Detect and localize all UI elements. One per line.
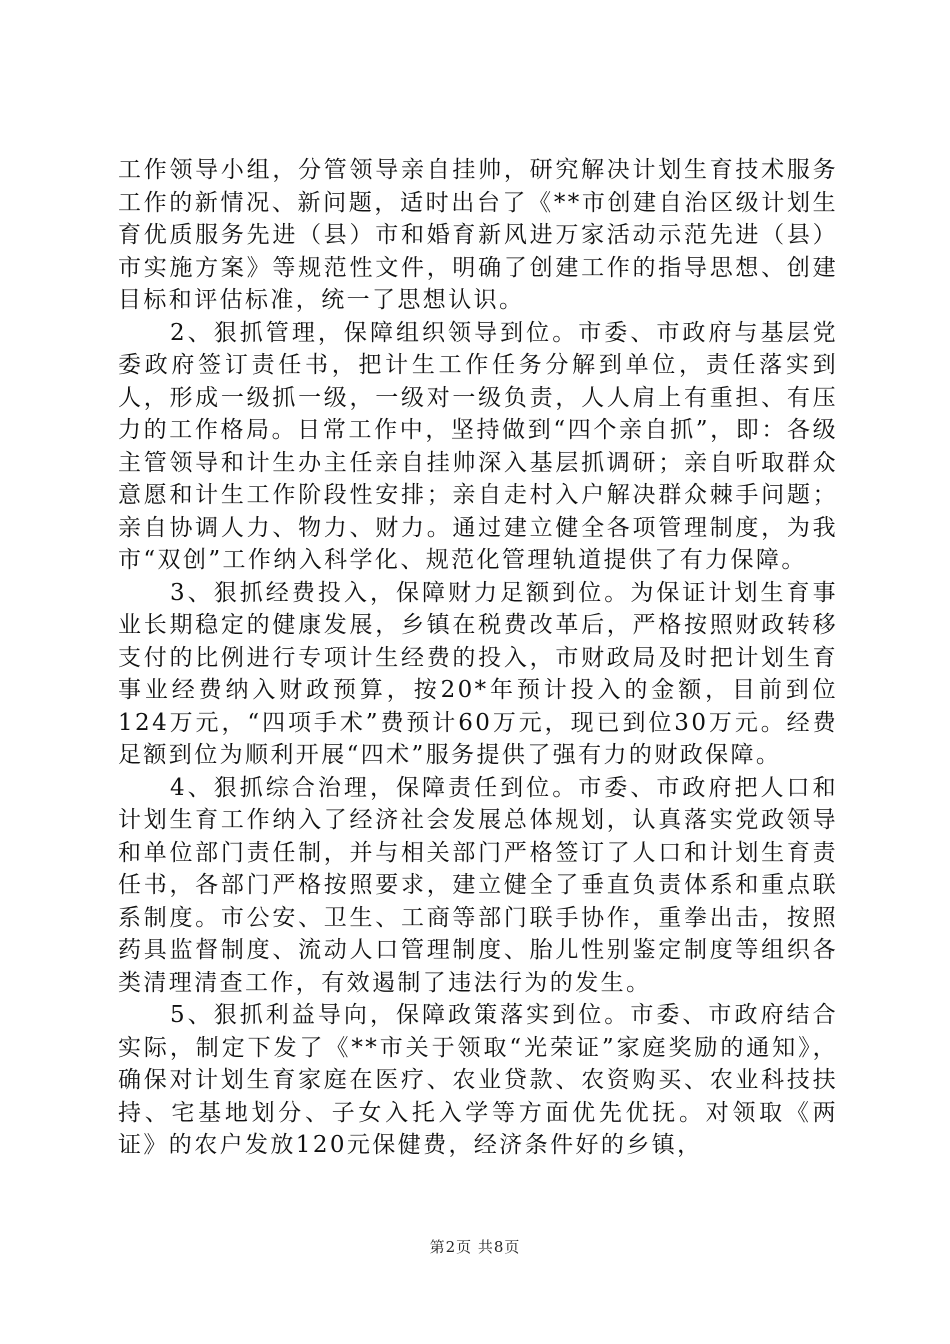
paragraph-5: 5、狠抓利益导向，保障政策落实到位。市委、市政府结合实际，制定下发了《**市关于领取“光荣证”家庭奖励的通知》，确保对计划生育家庭在医疗、农业贷款、农资购买、农业科技扶持、宅基地划分、子女入托入学等方面优先优抚。对领取《两证》的农户发放120元保健费，经济条件好的乡镇， [118,1002,838,1158]
paragraph-1: 工作领导小组，分管领导亲自挂帅，研究解决计划生育技术服务工作的新情况、新问题，适时出台了《**市创建自治区级计划生育优质服务先进（县）市和婚育新风进万家活动示范先进（县）市实施方案》等规范性文件，明确了创建工作的指导思想、创建目标和评估标准，统一了思想认识。 [118,157,838,313]
paragraph-4: 4、狠抓综合治理，保障责任到位。市委、市政府把人口和计划生育工作纳入了经济社会发展总体规划，认真落实党政领导和单位部门责任制，并与相关部门严格签订了人口和计划生育责任书，各部门严格按照要求，建立健全了垂直负责体系和重点联系制度。市公安、卫生、工商等部门联手协作，重拳出击，按照药具监督制度、流动人口管理制度、胎儿性别鉴定制度等组织各类清理清查工作，有效遏制了违法行为的发生。 [118,774,838,996]
paragraph-3: 3、狠抓经费投入，保障财力足额到位。为保证计划生育事业长期稳定的健康发展，乡镇在税费改革后，严格按照财政转移支付的比例进行专项计生经费的投入，市财政局及时把计划生育事业经费纳入财政预算，按20*年预计投入的金额，目前到位124万元，“四项手术”费预计60万元，现已到位30万元。经费足额到位为顺利开展“四术”服务提供了强有力的财政保障。 [118,579,838,768]
page-footer: 第2页 共8页 [429,1238,521,1256]
document-body [118,154,838,1162]
paragraph-2: 2、狠抓管理，保障组织领导到位。市委、市政府与基层党委政府签订责任书，把计生工作任务分解到单位，责任落实到人，形成一级抓一级，一级对一级负责，人人肩上有重担、有压力的工作格局。日常工作中，坚持做到“四个亲自抓”，即：各级主管领导和计生办主任亲自挂帅深入基层抓调研；亲自听取群众意愿和计生工作阶段性安排；亲自走村入户解决群众棘手问题；亲自协调人力、物力、财力。通过建立健全各项管理制度，为我市“双创”工作纳入科学化、规范化管理轨道提供了有力保障。 [118,319,838,573]
